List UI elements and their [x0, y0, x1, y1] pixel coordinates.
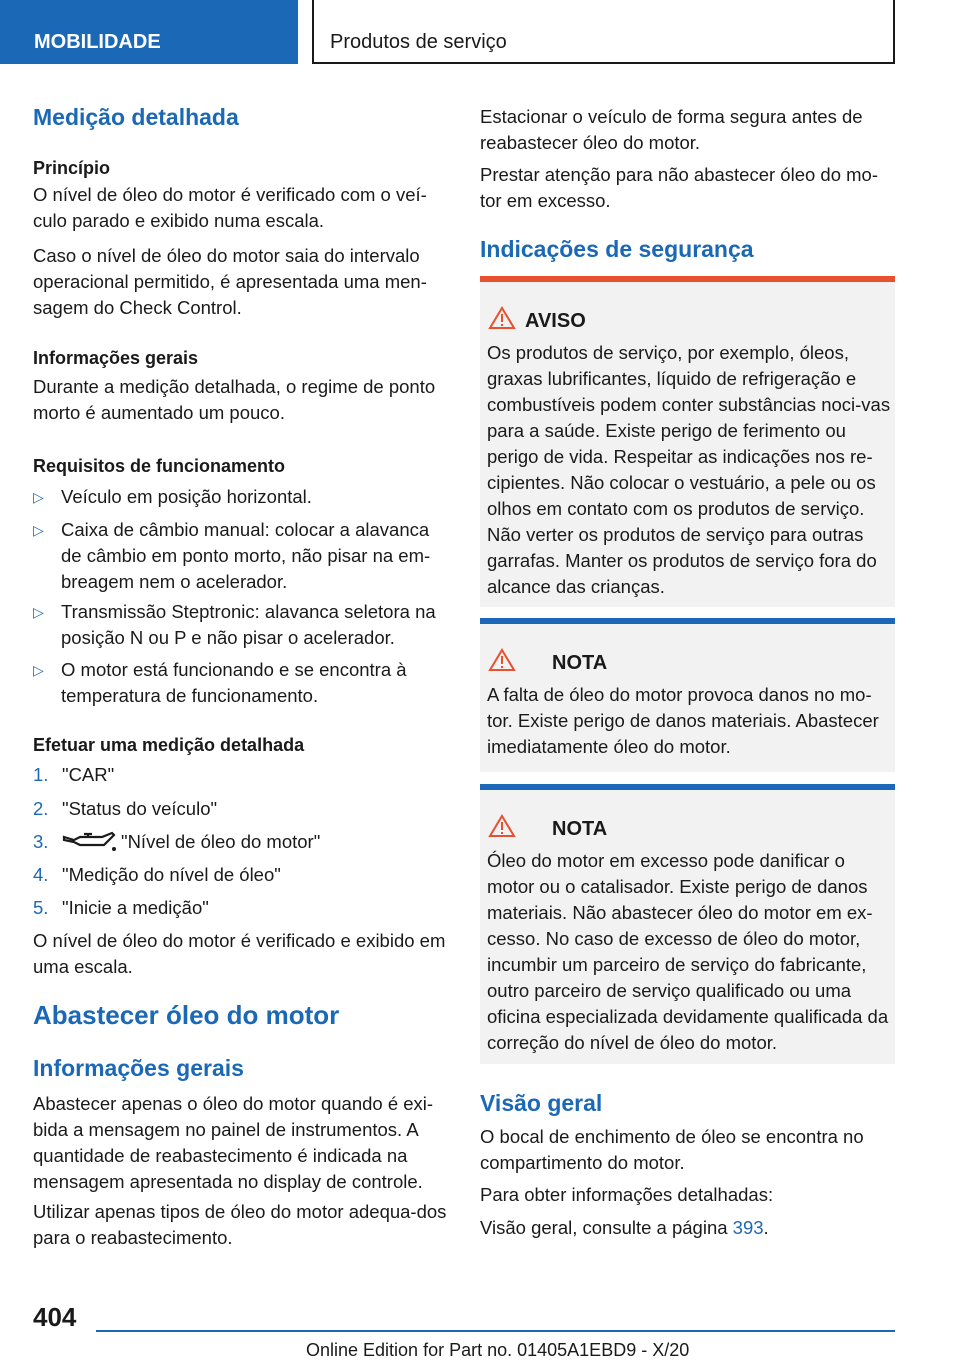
- warning-triangle-icon: [488, 306, 516, 330]
- footer-divider: [96, 1330, 895, 1332]
- warning-triangle-icon: [488, 814, 516, 838]
- chapter-label: Produtos de serviço: [330, 31, 507, 53]
- chapter-tab: [312, 0, 895, 64]
- note-box: [480, 618, 895, 772]
- oil-can-icon: [62, 831, 118, 853]
- warning-text: Os produtos de serviço, por exemplo, óleos, graxas lubrificantes, líquido de refrigeração e combustíveis podem conter substâncias noci-vas para a saúde. Existe perigo de ferimento ou perigo de vida. Respeitar as indicações nos re-cipientes. Não colocar o vestuário, a pele ou os olhos em contato com os produtos de serviço. Não verter os produtos de serviço para outras garrafas. Manter os produtos de serviço fora do alcance das crianças.: [487, 342, 891, 597]
- paragraph: Abastecer apenas o óleo do motor quando é exi-bida a mensagem no painel de instrumentos. A quantidade de reabastecimento é indicada na mensagem apresentada no display de controle.: [33, 1093, 434, 1192]
- heading-abastecer: Abastecer óleo do motor: [33, 1000, 340, 1030]
- triangle-bullet-icon: ▷: [33, 604, 44, 620]
- heading-principio: Princípio: [33, 158, 111, 178]
- warning-box: [480, 276, 895, 607]
- paragraph: Para obter informações detalhadas:: [480, 1184, 774, 1205]
- warning-triangle-icon: [488, 648, 516, 672]
- footer-edition: Online Edition for Part no. 01405A1EBD9 - X/20: [306, 1340, 690, 1360]
- paragraph: Estacionar o veículo de forma segura antes de reabastecer óleo do motor.: [480, 106, 863, 153]
- paragraph: O bocal de enchimento de óleo se encontra no compartimento do motor.: [480, 1126, 864, 1173]
- triangle-bullet-icon: ▷: [33, 489, 44, 505]
- warning-title: AVISO: [525, 310, 586, 332]
- paragraph: O nível de óleo do motor é verificado e exibido em uma escala.: [33, 930, 446, 977]
- heading-medicao: Medição detalhada: [33, 104, 239, 130]
- page-link[interactable]: 393: [732, 1217, 764, 1238]
- heading-efetuar: Efetuar uma medição detalhada: [33, 735, 305, 755]
- note-title: NOTA: [552, 818, 608, 840]
- paragraph: Durante a medição detalhada, o regime de ponto morto é aumentado um pouco.: [33, 376, 436, 423]
- note-text: A falta de óleo do motor provoca danos no mo-tor. Existe perigo de danos materiais. Abastecer imediatamente óleo do motor.: [487, 684, 879, 757]
- section-label: MOBILIDADE: [34, 31, 161, 53]
- paragraph: Utilizar apenas tipos de óleo do motor adequa-dos para o reabastecimento.: [33, 1201, 447, 1248]
- page-number: 404: [33, 1302, 77, 1332]
- triangle-bullet-icon: ▷: [33, 522, 44, 538]
- heading-info-2: Informações gerais: [33, 1055, 244, 1081]
- note-box: [480, 784, 895, 1064]
- note-title: NOTA: [552, 652, 608, 674]
- paragraph: Prestar atenção para não abastecer óleo do mo-tor em excesso.: [480, 164, 878, 211]
- paragraph: Visão geral, consulte a página 393.: [480, 1217, 769, 1238]
- note-text: Óleo do motor em excesso pode danificar o motor ou o catalisador. Existe perigo de danos materiais. Não abastecer óleo do motor em ex-cesso. No caso de excesso de óleo do motor, incumbir um parceiro de serviço do fabricante, outro parceiro de serviço qualificado ou uma oficina especializada devidamente qualificada da correção do nível de óleo do motor.: [487, 850, 889, 1053]
- triangle-bullet-icon: ▷: [33, 662, 44, 678]
- heading-visao: Visão geral: [480, 1090, 603, 1116]
- heading-info: Informações gerais: [33, 348, 199, 368]
- paragraph: Caso o nível de óleo do motor saia do intervalo operacional permitido, é apresentada uma men-sagem do Check Control.: [33, 245, 427, 318]
- heading-seguranca: Indicações de segurança: [480, 236, 754, 262]
- section-tab: [0, 0, 298, 64]
- heading-requisitos: Requisitos de funcionamento: [33, 456, 286, 476]
- paragraph: O nível de óleo do motor é verificado com o veí-culo parado e exibido numa escala.: [33, 184, 427, 231]
